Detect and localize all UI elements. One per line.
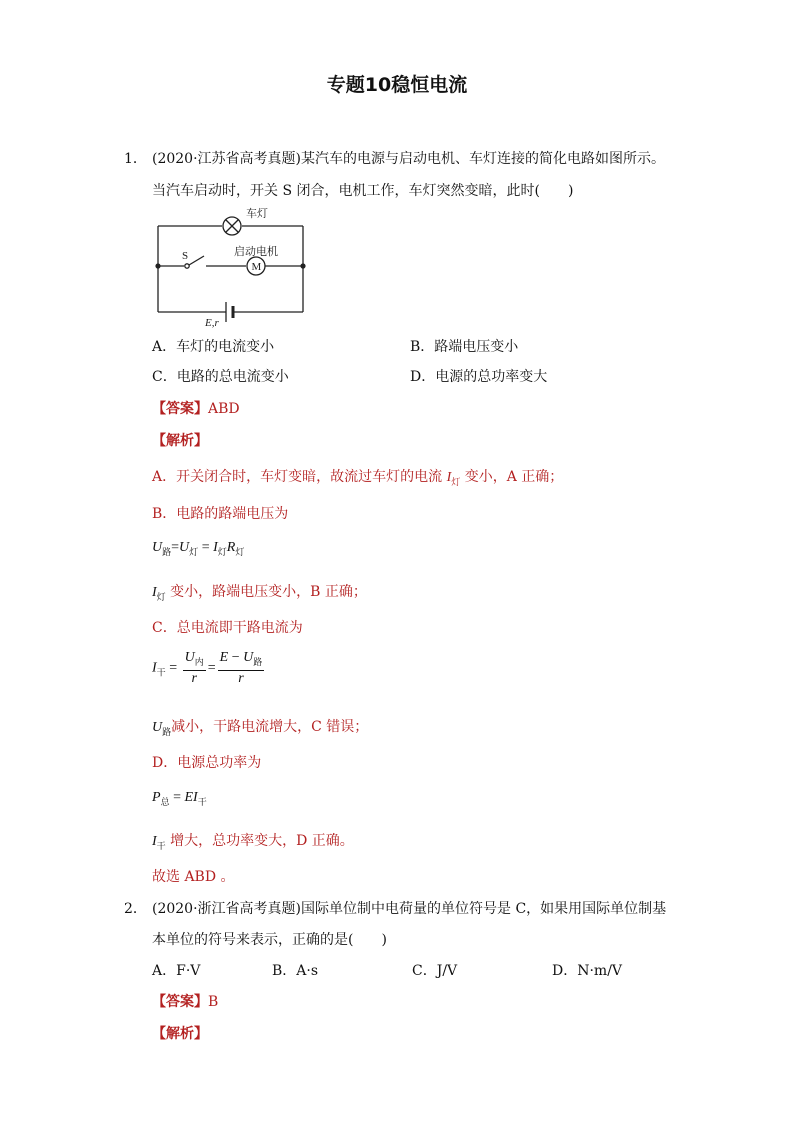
lamp-label: 车灯 — [246, 207, 268, 220]
equation-3: $P_总 = EI_干$ — [152, 790, 207, 807]
analysis-d-conclusion-text: 增大，总功率变大，D 正确。 — [165, 833, 354, 849]
analysis-a-text: A．开关闭合时，车灯变暗，故流过车灯的电流 — [152, 469, 447, 485]
answer-tag: 【答案】 — [152, 401, 208, 417]
analysis-c: C．总电流即干路电流为 — [152, 620, 303, 636]
motor-label: 启动电机 — [234, 245, 278, 258]
analysis-final: 故选 ABD 。 — [152, 869, 235, 885]
analysis-d: D．电源总功率为 — [152, 755, 262, 771]
symbol: $I_灯$ — [152, 585, 166, 602]
q2-analysis-tag: 【解析】 — [152, 1026, 208, 1042]
q2-answer-row — [152, 993, 218, 1011]
question-2-stem-line2: 本单位的符号来表示，正确的是( ) — [152, 932, 387, 948]
analysis-b-conclusion-text: 变小，路端电压变小，B 正确； — [165, 584, 367, 600]
question-2-stem-line1: (2020·浙江省高考真题)国际单位制中电荷量的单位符号是 C，如果用国际单位制基 — [152, 901, 667, 917]
lamp-icon — [223, 217, 241, 235]
option-d: D．电源的总功率变大 — [410, 369, 548, 385]
battery-label: E,r — [205, 317, 219, 329]
symbol: $I_灯$ — [446, 470, 461, 487]
equation-1: $U_路=U_灯 = I_灯R_灯$ — [152, 540, 245, 557]
q2-option-d: D．N·m/V — [552, 963, 623, 979]
motor-symbol: M — [251, 261, 262, 273]
battery-icon — [226, 302, 233, 322]
question-1-number: 1． — [124, 151, 147, 167]
circuit-diagram — [148, 204, 318, 330]
page-title: 专题10稳恒电流 — [326, 74, 468, 96]
answer-row — [152, 400, 240, 418]
fraction-1: $\frac{U_内}{r}$ — [184, 650, 204, 686]
q2-option-c: C．J/V — [412, 963, 458, 979]
equation-2: $I_干$ = $\frac{U_内}{r}$ = $\frac{E - U_路}{r}$ — [152, 650, 263, 686]
question-2-number: 2． — [124, 901, 147, 917]
symbol: $U_路$ — [152, 720, 172, 737]
junction-dot-left — [155, 263, 160, 268]
q2-option-b: B．A·s — [272, 963, 319, 979]
q2-option-a: A．F·V — [152, 963, 201, 979]
analysis-b-conclusion — [152, 583, 367, 606]
analysis-a — [152, 468, 563, 491]
question-1-stem-line1: (2020·江苏省高考真题)某汽车的电源与启动电机、车灯连接的简化电路如图所示。 — [152, 151, 666, 167]
junction-dot-right — [300, 263, 305, 268]
option-b: B．路端电压变小 — [410, 339, 519, 355]
symbol: $I_干$ — [152, 834, 166, 851]
option-a: A．车灯的电流变小 — [152, 339, 275, 355]
analysis-c-conclusion-text: 减小，干路电流增大，C 错误； — [171, 719, 369, 735]
analysis-d-conclusion — [152, 832, 354, 855]
analysis-a-text-end: 变小，A 正确； — [460, 469, 564, 485]
analysis-c-conclusion — [152, 718, 368, 741]
analysis-b: B．电路的路端电压为 — [152, 506, 289, 522]
fraction-2: $\frac{E - U_路}{r}$ — [219, 650, 263, 686]
option-c: C．电路的总电流变小 — [152, 369, 289, 385]
switch-label: S — [182, 250, 189, 262]
answer-value: ABD — [208, 401, 240, 417]
question-1-stem-line2: 当汽车启动时，开关 S 闭合，电机工作，车灯突然变暗，此时( ) — [152, 183, 574, 199]
q2-answer-value: B — [208, 994, 219, 1010]
q2-answer-tag: 【答案】 — [152, 994, 208, 1010]
analysis-tag: 【解析】 — [152, 433, 208, 449]
